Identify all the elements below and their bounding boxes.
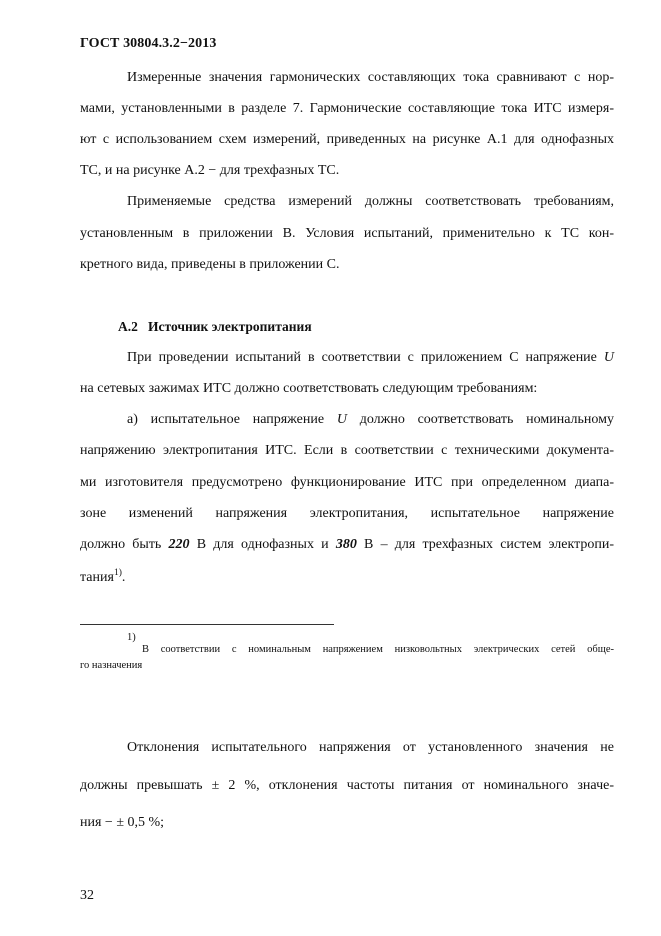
section-number: А.2 xyxy=(118,319,138,334)
document-header: ГОСТ 30804.3.2−2013 xyxy=(80,36,217,51)
paragraph-line: Применяемые средства измерений должны соответствовать требованиям, xyxy=(127,194,614,209)
footnote-mark: 1) xyxy=(127,632,136,643)
paragraph-line: напряжению электропитания ИТС. Если в соответствии с техническими документа- xyxy=(80,443,614,458)
paragraph-line: Отклонения испытательного напряжения от установленного значения не xyxy=(127,740,614,755)
footnote-divider xyxy=(80,624,334,625)
paragraph-line: ми изготовителя предусмотрено функционирование ИТС при определенном диапа- xyxy=(80,475,614,490)
voltage-variable: U xyxy=(603,350,614,365)
voltage-value-three-phase: 380 xyxy=(335,537,357,552)
paragraph-line: ют с использованием схем измерений, приведенных на рисунке А.1 для однофазных xyxy=(80,132,614,147)
paragraph-line: кретного вида, приведены в приложении С. xyxy=(80,257,340,272)
paragraph-line: При проведении испытаний в соответствии с приложением С напряжение U xyxy=(127,350,614,365)
section-title: Источник электропитания xyxy=(148,319,312,334)
voltage-value-single-phase: 220 xyxy=(168,537,190,552)
page-number: 32 xyxy=(80,888,94,903)
footnote-line: го назначения xyxy=(80,660,143,671)
paragraph-line: тания$^{1)}$. xyxy=(80,568,126,585)
paragraph-line: мами, установленными в разделе 7. Гармонические составляющие тока ИТС измеря- xyxy=(80,101,614,116)
footnote-reference: 1) xyxy=(113,568,122,578)
paragraph-line: должны превышать ± 2 %, отклонения частоты питания от номинального значе- xyxy=(80,778,614,793)
voltage-variable: U xyxy=(336,412,347,427)
paragraph-line: должно быть 220 В для однофазных и 380 В – для трехфазных систем электропи- xyxy=(80,537,615,552)
paragraph-line: ТС, и на рисунке А.2 − для трехфазных ТС. xyxy=(80,163,340,178)
footnote-line: В соответствии с номинальным напряжением низковольтных электрических сетей обще- xyxy=(142,644,614,655)
section-heading xyxy=(118,319,312,335)
paragraph-line: ния − ± 0,5 %; xyxy=(80,815,165,830)
paragraph-line: установленным в приложении В. Условия испытаний, применительно к ТС кон- xyxy=(80,226,614,241)
paragraph-line: зоне изменений напряжения электропитания, испытательное напряжение xyxy=(80,506,614,521)
paragraph-line: Измеренные значения гармонических составляющих тока сравнивают с нор- xyxy=(127,70,614,85)
list-item-a: а) испытательное напряжение U должно соответствовать номинальному xyxy=(127,412,615,427)
paragraph-line: на сетевых зажимах ИТС должно соответствовать следующим требованиям: xyxy=(80,381,538,396)
